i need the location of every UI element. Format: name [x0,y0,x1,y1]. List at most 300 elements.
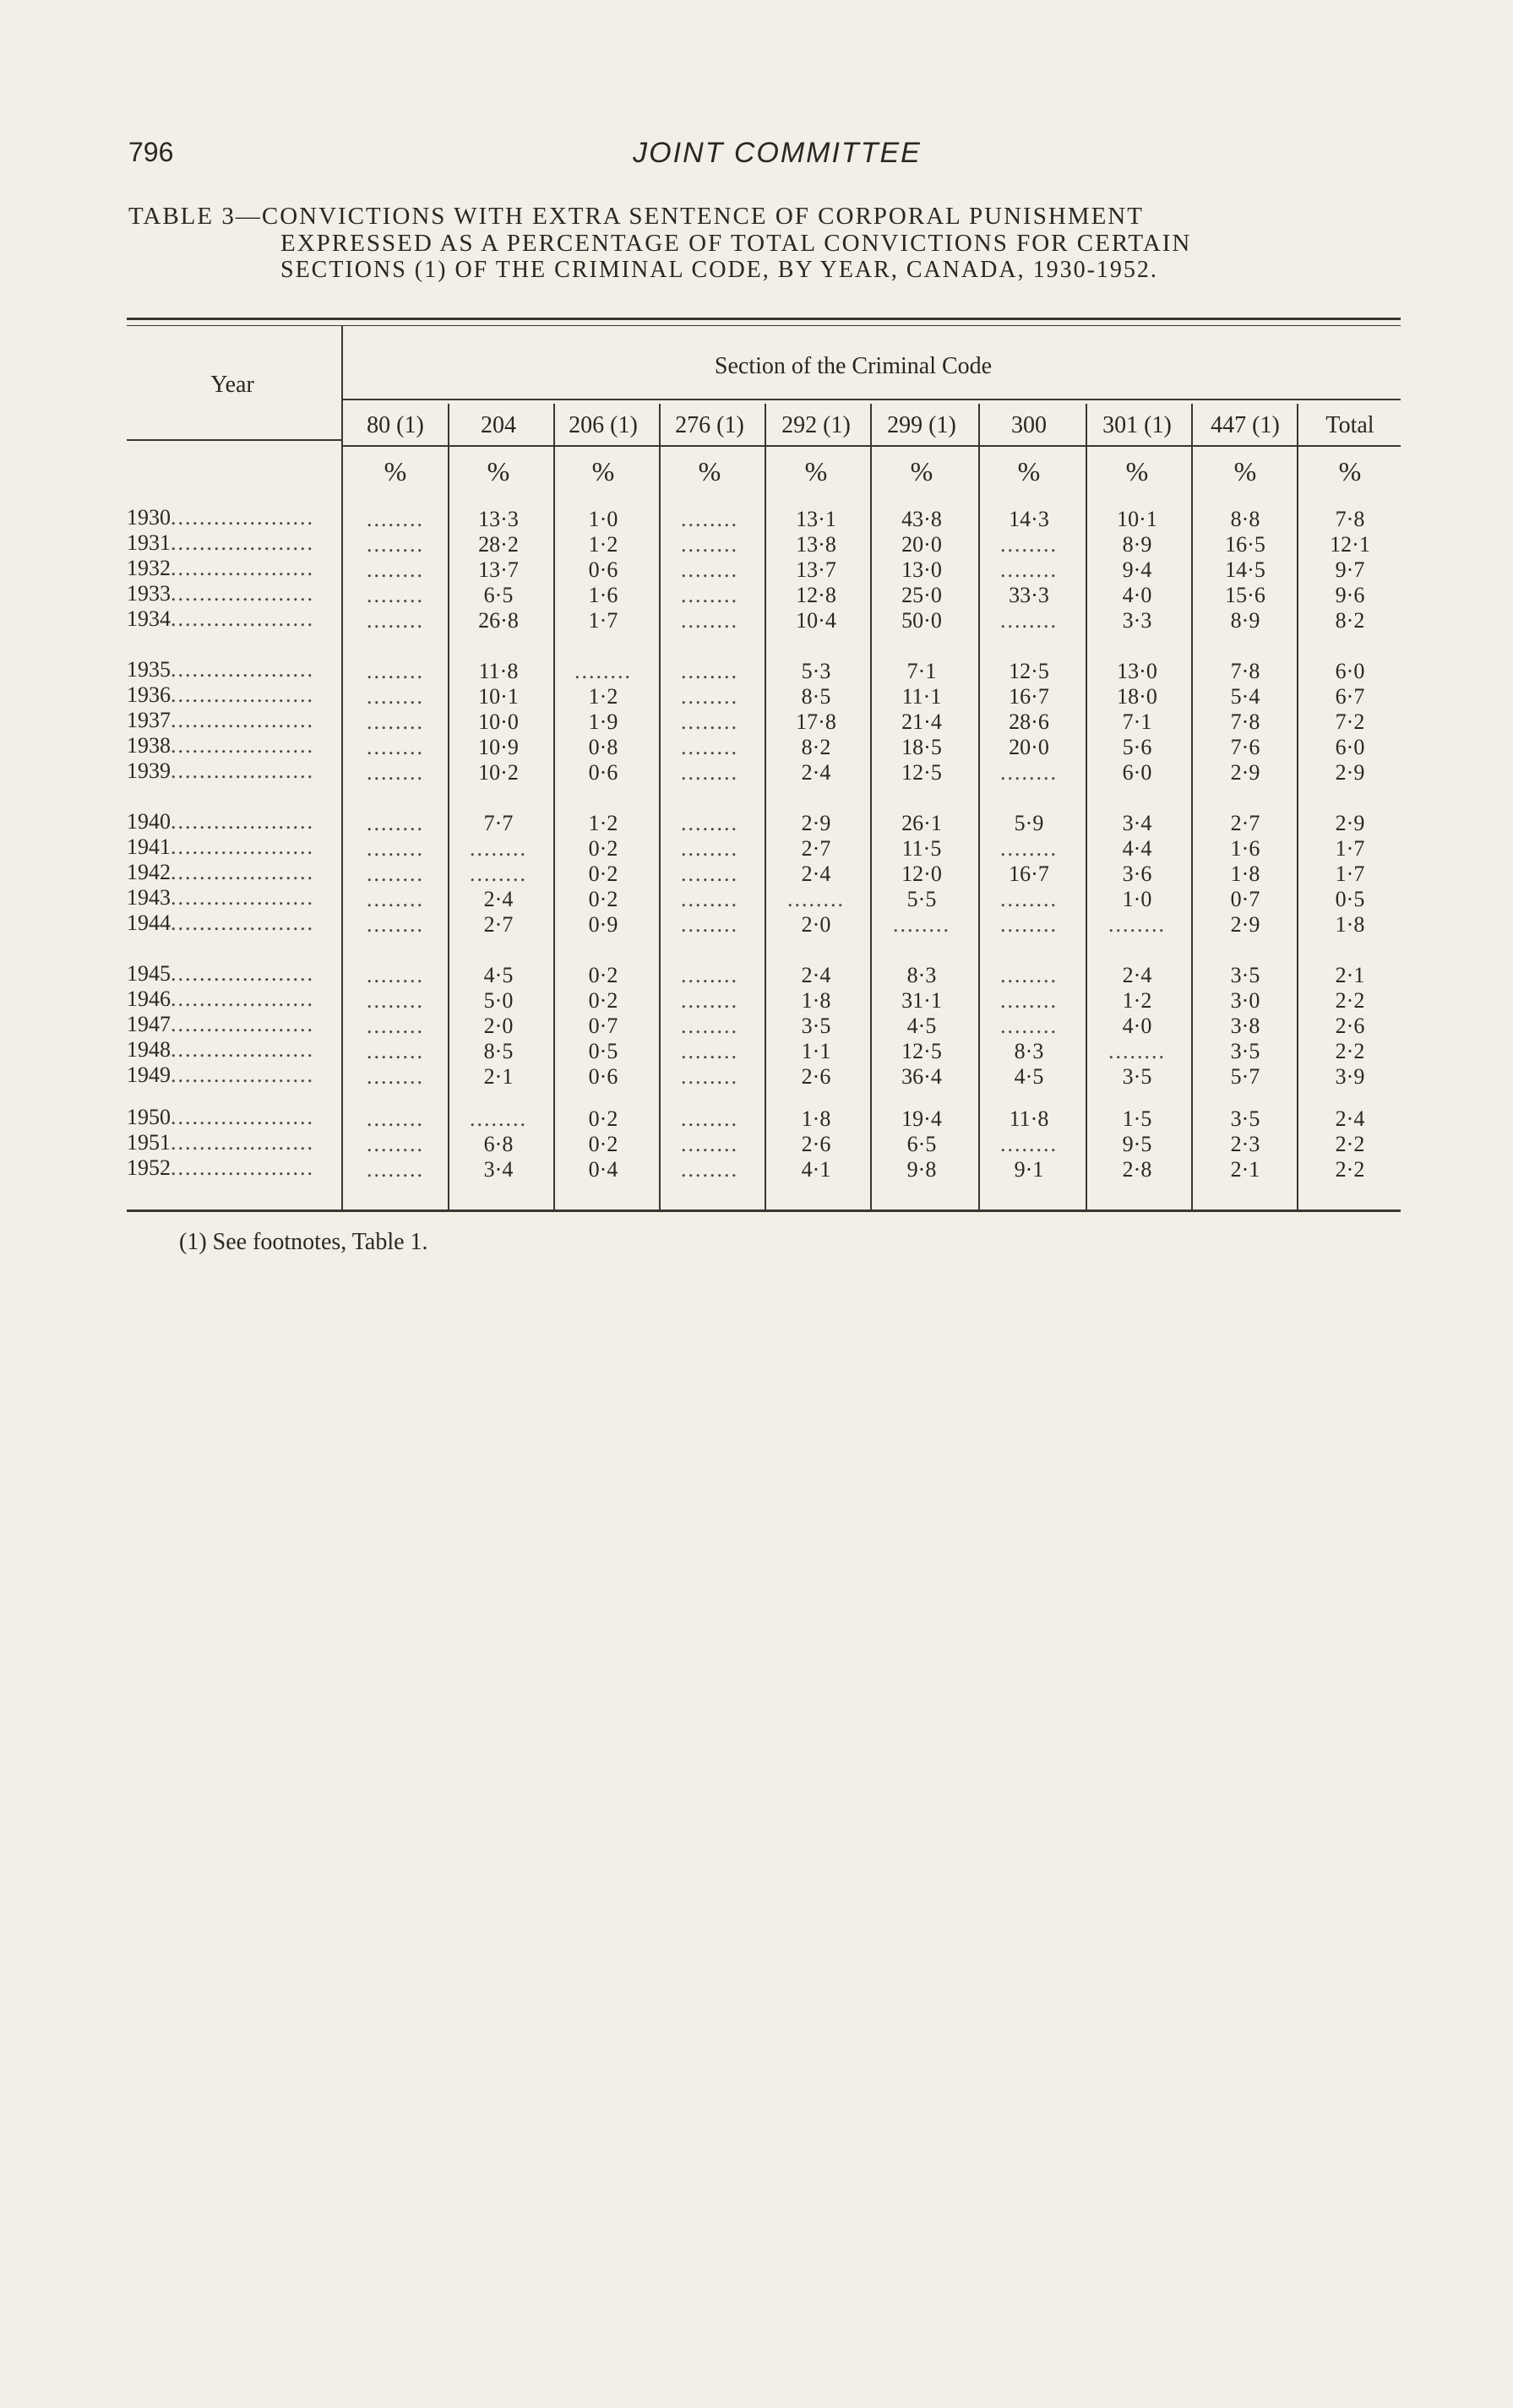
table-cell: 13·0 [1117,659,1157,683]
table-cell: 8·3 [1014,1039,1044,1063]
table-cell: 5·9 [1014,811,1044,835]
table-cell: 1·6 [588,583,618,607]
table-cell: ........ [367,836,424,861]
table-cell: 2·9 [1230,912,1260,937]
year-label [127,834,338,860]
table-cell: 1·2 [1122,988,1152,1013]
table-cell: 4·5 [1014,1064,1044,1089]
column-divider [1191,404,1193,1209]
table-cell: ........ [367,608,424,633]
table-cell: 20·0 [1009,735,1049,759]
year-label [127,910,338,936]
year-label [127,1012,338,1037]
table-cell: ........ [367,1064,424,1089]
table-cell: ........ [681,1064,738,1089]
table-cell: 2·6 [1335,1014,1365,1038]
table-cell: 12·5 [901,1039,942,1063]
table-cell: 28·6 [1009,709,1049,734]
table-cell: 5·7 [1230,1064,1260,1089]
percent-symbol-6: % [910,456,933,486]
year-label [127,860,338,885]
table-cell: 0·2 [588,1132,618,1156]
table-cell: ........ [367,963,424,987]
year-value: 1952 [127,1155,171,1180]
table-cell: 1·9 [588,709,618,734]
percent-symbol-10: % [1338,456,1362,486]
table-cell: 13·3 [478,507,519,531]
table-cell: 11·5 [901,836,942,861]
table-cell: 2·2 [1335,988,1365,1013]
year-value: 1936 [127,682,171,707]
table-cell: 4·0 [1122,583,1152,607]
table-cell: 28·2 [478,532,519,557]
table-cell: 5·0 [483,988,514,1013]
table-cell: 18·5 [901,735,942,759]
year-label [127,1155,338,1181]
year-value: 1939 [127,758,171,783]
table-title-line-2: EXPRESSED AS A PERCENTAGE OF TOTAL CONVICTIONS FOR CERTAIN [280,230,1192,257]
table-cell: 10·0 [478,709,519,734]
year-label [127,809,338,834]
table-cell: 0·6 [588,1064,618,1089]
table-cell: 1·2 [588,684,618,709]
table-cell: 3·8 [1230,1014,1260,1038]
leader-dots: .................... [171,1155,314,1180]
year-header-rule [127,439,341,441]
table-cell: ........ [681,1039,738,1063]
table-cell: ........ [367,1157,424,1182]
table-cell: 7·8 [1230,659,1260,683]
table-cell: ........ [681,583,738,607]
table-cell: 8·2 [801,735,831,759]
page-number: 796 [128,137,174,167]
table-cell: ........ [681,709,738,734]
table-cell: ........ [681,1106,738,1131]
table-cell: ........ [367,507,424,531]
table-cell: ........ [1000,760,1058,785]
year-value: 1941 [127,834,171,859]
year-label [127,758,338,784]
table-cell: 4·5 [483,963,514,987]
table-cell: ........ [681,811,738,835]
table-cell: 0·9 [588,912,618,937]
year-label [127,505,338,530]
table-cell: 1·7 [1335,836,1365,861]
table-cell: 6·0 [1335,659,1365,683]
column-header-10: Total [1325,412,1374,438]
table-cell: 9·1 [1014,1157,1044,1182]
table-cell: 12·1 [1330,532,1370,557]
table-cell: 9·4 [1122,557,1152,582]
section-group-header: Section of the Criminal Code [714,353,993,379]
year-label [127,708,338,733]
table-cell: 3·0 [1230,988,1260,1013]
table-cell: ........ [681,608,738,633]
table-cell: ........ [1000,608,1058,633]
column-header-3: 206 (1) [569,412,638,438]
table-cell: ........ [1108,1039,1166,1063]
table-cell: 6·7 [1335,684,1365,709]
year-value: 1933 [127,581,171,606]
table-cell: 2·0 [483,1014,514,1038]
column-header-9: 447 (1) [1211,412,1280,438]
year-value: 1942 [127,860,171,884]
table-cell: 1·2 [588,532,618,557]
leader-dots: .................... [171,1063,314,1087]
percent-symbol-2: % [487,456,510,486]
table-cell: 7·1 [906,659,937,683]
year-label [127,581,338,606]
table-cell: ........ [1000,1132,1058,1156]
table-bottom-rule [127,1209,1401,1212]
leader-dots: .................... [171,758,314,783]
table-cell: ........ [681,1157,738,1182]
table-cell: 6·5 [483,583,514,607]
table-cell: 1·0 [1122,887,1152,911]
table-cell: ........ [367,1106,424,1131]
year-label [127,556,338,581]
year-value: 1950 [127,1105,171,1129]
table-cell: 8·2 [1335,608,1365,633]
percent-symbol-4: % [698,456,721,486]
table-cell: ........ [787,887,845,911]
table-title-line-1: TABLE 3—CONVICTIONS WITH EXTRA SENTENCE OF CORPORAL PUNISHMENT [128,203,1144,230]
year-value: 1945 [127,961,171,986]
table-cell: 2·3 [1230,1132,1260,1156]
table-cell: 2·2 [1335,1157,1365,1182]
table-cell: ........ [367,912,424,937]
table-cell: ........ [681,887,738,911]
table-cell: ........ [1000,887,1058,911]
table-cell: 6·8 [483,1132,514,1156]
table-cell: 3·5 [801,1014,831,1038]
column-divider [765,404,766,1209]
table-cell: 9·5 [1122,1132,1152,1156]
table-cell: 18·0 [1117,684,1157,709]
table-cell: 17·8 [796,709,836,734]
table-cell: 3·3 [1122,608,1152,633]
table-cell: 12·0 [901,862,942,886]
table-cell: ........ [1000,1014,1058,1038]
table-cell: 36·4 [901,1064,942,1089]
table-cell: 1·1 [801,1039,831,1063]
table-cell: ........ [367,760,424,785]
table-cell: 0·5 [588,1039,618,1063]
table-cell: ........ [367,1039,424,1063]
table-cell: 1·7 [1335,862,1365,886]
table-cell: ........ [681,507,738,531]
leader-dots: .................... [171,708,314,732]
table-cell: 14·3 [1009,507,1049,531]
table-cell: ........ [1000,557,1058,582]
table-cell: 10·9 [478,735,519,759]
table-cell: 4·4 [1122,836,1152,861]
table-cell: ........ [367,862,424,886]
table-cell: ........ [681,1014,738,1038]
percent-symbol-9: % [1233,456,1257,486]
table-cell: 3·4 [483,1157,514,1182]
table-cell: 1·8 [1230,862,1260,886]
year-value: 1932 [127,556,171,580]
table-cell: ........ [681,659,738,683]
table-cell: 3·5 [1230,1039,1260,1063]
table-cell: 10·1 [1117,507,1157,531]
table-cell: 1·5 [1122,1106,1152,1131]
table-cell: 13·8 [796,532,836,557]
year-value: 1940 [127,809,171,834]
table-cell: 10·2 [478,760,519,785]
table-cell: 1·8 [801,1106,831,1131]
year-value: 1951 [127,1130,171,1155]
table-cell: 7·8 [1230,709,1260,734]
table-cell: ........ [367,1014,424,1038]
percent-symbol-5: % [804,456,828,486]
table-cell: 31·1 [901,988,942,1013]
year-label [127,682,338,708]
table-cell: ........ [470,1106,527,1131]
table-cell: 0·5 [1335,887,1365,911]
year-label [127,530,338,556]
table-cell: ........ [1000,988,1058,1013]
table-cell: 5·5 [906,887,937,911]
table-cell: ........ [367,887,424,911]
table-cell: 2·2 [1335,1039,1365,1063]
table-cell: ........ [681,760,738,785]
table-cell: 3·5 [1122,1064,1152,1089]
leader-dots: .................... [171,556,314,580]
table-cell: ........ [681,963,738,987]
table-cell: 8·5 [801,684,831,709]
table-cell: 1·6 [1230,836,1260,861]
table-top-rule-thin [127,325,1401,326]
year-label [127,657,338,682]
table-cell: 8·9 [1122,532,1152,557]
leader-dots: .................... [171,834,314,859]
table-cell: ........ [1000,532,1058,557]
table-cell: 9·7 [1335,557,1365,582]
table-cell: 10·1 [478,684,519,709]
table-cell: 10·4 [796,608,836,633]
percent-symbol-1: % [384,456,407,486]
table-cell: ........ [681,862,738,886]
table-cell: ........ [470,836,527,861]
table-cell: 2·4 [483,887,514,911]
year-label [127,1105,338,1130]
table-cell: 2·9 [1335,760,1365,785]
table-cell: 0·2 [588,1106,618,1131]
table-cell: 7·1 [1122,709,1152,734]
table-cell: 0·6 [588,760,618,785]
table-cell: 2·1 [1335,963,1365,987]
table-cell: 2·0 [801,912,831,937]
table-cell: 0·7 [588,1014,618,1038]
year-value: 1934 [127,606,171,631]
table-cell: ........ [367,532,424,557]
table-cell: ........ [367,735,424,759]
leader-dots: .................... [171,581,314,606]
year-value: 1943 [127,885,171,910]
leader-dots: .................... [171,606,314,631]
table-cell: 2·2 [1335,1132,1365,1156]
table-cell: 1·7 [588,608,618,633]
column-header-6: 299 (1) [887,412,956,438]
table-cell: 0·2 [588,862,618,886]
table-cell: ........ [681,836,738,861]
table-cell: 0·7 [1230,887,1260,911]
table-cell: 11·8 [1009,1106,1049,1131]
column-header-5: 292 (1) [781,412,851,438]
table-cell: 2·4 [801,760,831,785]
table-cell: 21·4 [901,709,942,734]
table-cell: 11·1 [901,684,942,709]
percent-symbol-7: % [1017,456,1041,486]
table-cell: ........ [1000,912,1058,937]
table-cell: 9·6 [1335,583,1365,607]
table-cell: 50·0 [901,608,942,633]
table-cell: 12·5 [901,760,942,785]
table-cell: 33·3 [1009,583,1049,607]
table-cell: 12·5 [1009,659,1049,683]
table-cell: ........ [893,912,950,937]
table-cell: 6·5 [906,1132,937,1156]
table-cell: 5·4 [1230,684,1260,709]
table-cell: 19·4 [901,1106,942,1131]
leader-dots: .................... [171,1130,314,1155]
table-cell: 8·8 [1230,507,1260,531]
table-cell: 0·8 [588,735,618,759]
column-header-8: 301 (1) [1102,412,1172,438]
table-cell: 3·6 [1122,862,1152,886]
year-value: 1935 [127,657,171,682]
table-cell: 2·1 [1230,1157,1260,1182]
year-label [127,1037,338,1063]
year-label [127,961,338,987]
leader-dots: .................... [171,1037,314,1062]
column-divider [1297,404,1298,1209]
table-cell: 3·5 [1230,963,1260,987]
table-cell: 0·2 [588,988,618,1013]
table-cell: 6·0 [1122,760,1152,785]
table-cell: ........ [1108,912,1166,937]
table-cell: 12·8 [796,583,836,607]
table-cell: 4·5 [906,1014,937,1038]
table-cell: ........ [470,862,527,886]
table-cell: ........ [681,684,738,709]
table-cell: ........ [681,988,738,1013]
running-head: JOINT COMMITTEE [633,137,922,169]
leader-dots: .................... [171,1105,314,1129]
table-cell: 2·6 [801,1064,831,1089]
column-header-4: 276 (1) [675,412,744,438]
table-cell: 6·0 [1335,735,1365,759]
leader-dots: .................... [171,809,314,834]
year-value: 1937 [127,708,171,732]
table-cell: 2·7 [1230,811,1260,835]
table-cell: 20·0 [901,532,942,557]
table-cell: 13·0 [901,557,942,582]
table-cell: 43·8 [901,507,942,531]
table-cell: 2·9 [1335,811,1365,835]
table-cell: 1·8 [801,988,831,1013]
leader-dots: .................... [171,733,314,758]
group-header-rule [341,399,1401,400]
year-label [127,733,338,758]
table-cell: 8·5 [483,1039,514,1063]
table-cell: ........ [367,988,424,1013]
table-cell: ........ [681,912,738,937]
year-value: 1931 [127,530,171,555]
column-divider [1086,404,1087,1209]
table-cell: 16·7 [1009,684,1049,709]
table-cell: 2·4 [801,862,831,886]
column-header-7: 300 [1011,412,1047,438]
table-cell: 16·7 [1009,862,1049,886]
table-cell: ........ [367,811,424,835]
table-cell: ........ [367,583,424,607]
table-cell: 7·6 [1230,735,1260,759]
leader-dots: .................... [171,987,314,1011]
leader-dots: .................... [171,530,314,555]
table-cell: 0·2 [588,887,618,911]
table-cell: 7·2 [1335,709,1365,734]
table-cell: 2·7 [483,912,514,937]
table-cell: ........ [681,1132,738,1156]
table-cell: ........ [367,709,424,734]
table-cell: 13·7 [478,557,519,582]
table-cell: 0·2 [588,963,618,987]
year-value: 1930 [127,505,171,530]
table-cell: ........ [574,659,632,683]
table-cell: 1·2 [588,811,618,835]
table-cell: 8·9 [1230,608,1260,633]
table-cell: ........ [1000,963,1058,987]
table-cell: 16·5 [1225,532,1265,557]
table-cell: ........ [367,1132,424,1156]
table-title-line-3: SECTIONS (1) OF THE CRIMINAL CODE, BY YEAR, CANADA, 1930-1952. [280,257,1158,283]
year-value: 1946 [127,987,171,1011]
table-cell: 2·8 [1122,1157,1152,1182]
percent-symbol-8: % [1125,456,1149,486]
table-cell: ........ [681,557,738,582]
table-cell: 8·3 [906,963,937,987]
table-cell: 5·6 [1122,735,1152,759]
table-cell: 2·9 [1230,760,1260,785]
table-cell: 7·7 [483,811,514,835]
table-cell: 2·4 [1335,1106,1365,1131]
percent-symbol-3: % [591,456,615,486]
leader-dots: .................... [171,860,314,884]
year-value: 1938 [127,733,171,758]
table-cell: 3·9 [1335,1064,1365,1089]
table-cell: 11·8 [478,659,519,683]
leader-dots: .................... [171,961,314,986]
table-cell: ........ [367,659,424,683]
year-label [127,987,338,1012]
year-label [127,606,338,632]
table-cell: ........ [681,532,738,557]
column-header-1: 80 (1) [367,412,424,438]
table-cell: 3·5 [1230,1106,1260,1131]
table-cell: 2·6 [801,1132,831,1156]
table-cell: ........ [367,684,424,709]
table-cell: ........ [1000,836,1058,861]
table-cell: ........ [367,557,424,582]
year-header: Year [210,372,254,398]
table-cell: 13·7 [796,557,836,582]
year-label [127,1130,338,1155]
table-cell: 1·0 [588,507,618,531]
table-cell: 0·2 [588,836,618,861]
